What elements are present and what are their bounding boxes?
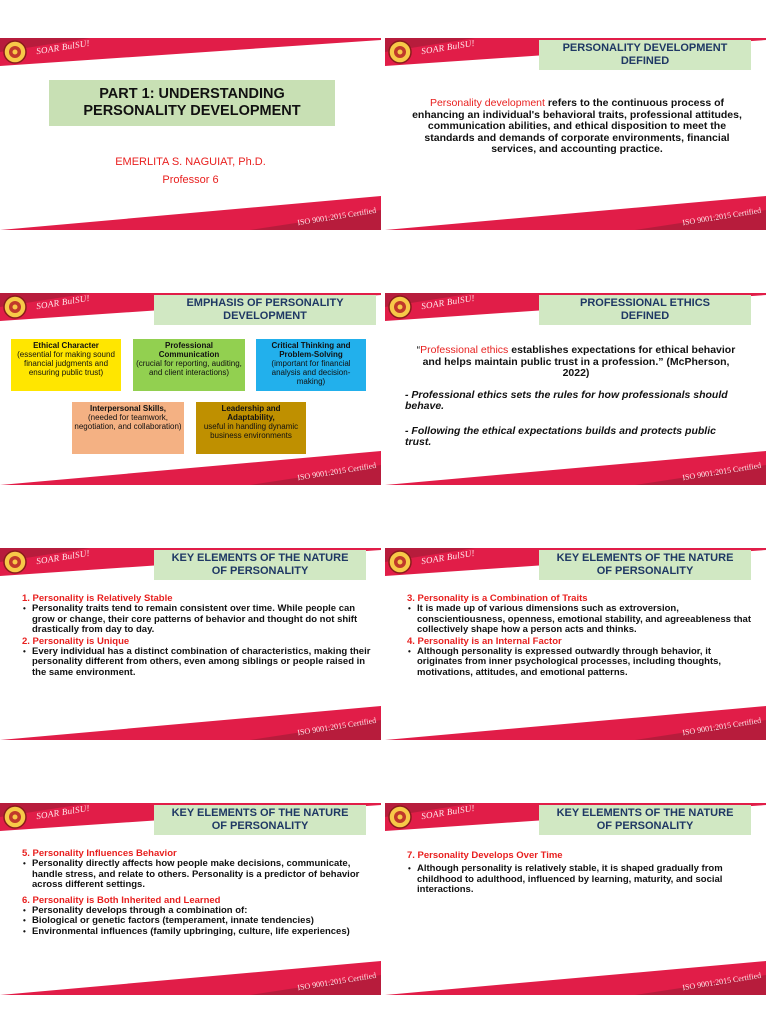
quote-paragraph — [411, 345, 741, 380]
university-logo-icon — [388, 805, 412, 829]
title-line-2: PERSONALITY DEVELOPMENT — [83, 103, 301, 119]
content-area — [407, 593, 757, 678]
brand-text: SOAR BulSU! — [35, 293, 91, 312]
point-2: - Following the ethical expectations builds and protects public trust. — [405, 425, 716, 448]
brand-text: SOAR BulSU! — [420, 548, 476, 567]
slide-title: PROFESSIONAL ETHICS DEFINED — [539, 295, 751, 325]
defined-term: Personality development — [429, 97, 545, 109]
list-item: • Personality traits tend to remain consistent over time. While people can grow or change, their core patterns of behavior and thought do not shift drastically from day to day. — [32, 604, 372, 636]
iso-label: ISO 9001:2015 Certified — [682, 970, 763, 993]
section-heading: 5. Personality Influences Behavior — [22, 848, 177, 859]
list-item: • Personality directly affects how people make decisions, communicate, handle stress, and relate to others. Personality is a predictor of behavior across different settings. — [32, 859, 372, 891]
title-line-1: PART 1: UNDERSTANDING — [99, 86, 285, 102]
slide-8 — [385, 803, 766, 995]
author-role: Professor 6 — [162, 174, 219, 186]
section-heading: 7. Personality Develops Over Time — [407, 850, 563, 861]
list-item: • Although personality is relatively stable, it is shaped gradually from childhood to adulthood, influenced by learning, maturity, and social interactions. — [417, 864, 757, 896]
author-name: EMERLITA S. NAGUIAT, Ph.D. — [115, 156, 266, 168]
definition-text: refers to the continuous process of enhancing an individual's behavioral traits, professional attitudes, communication abilities, and ethical disposition to meet the standards and demands of corporate environments, financial services, and accounting practice. — [412, 97, 742, 155]
emphasis-box-head: Interpersonal Skills, — [89, 404, 167, 413]
slide-4 — [385, 293, 766, 485]
list-item: • Personality develops through a combination of: — [32, 906, 372, 917]
brand-text: SOAR BulSU! — [420, 38, 476, 57]
slide-title: EMPHASIS OF PERSONALITY DEVELOPMENT — [154, 295, 376, 325]
emphasis-box-text: (needed for teamwork, negotiation, and collaboration) — [74, 413, 182, 431]
list-item: • Although personality is expressed outwardly through behavior, it originates from inner psychological processes, including thoughts, motivations, attitudes, and emotional patterns. — [417, 647, 757, 679]
section-heading: 2. Personality is Unique — [22, 635, 130, 647]
defined-term: Professional ethics — [420, 344, 509, 356]
emphasis-box-text: (important for financial analysis and decision-making) — [271, 359, 351, 386]
emphasis-box-ethical-character — [11, 339, 121, 391]
bullet-list — [407, 604, 757, 636]
emphasis-box-text: (essential for making sound financial judgments and ensuring public trust) — [17, 350, 115, 377]
iso-label: ISO 9001:2015 Certified — [297, 205, 378, 228]
emphasis-box-interpersonal-skills — [72, 402, 184, 454]
university-logo-icon — [3, 550, 27, 574]
emphasis-box-text: (crucial for reporting, auditing, and client interactions) — [136, 359, 242, 377]
slide-title — [49, 80, 335, 126]
iso-label: ISO 9001:2015 Certified — [682, 715, 763, 738]
slide-3 — [0, 293, 381, 485]
emphasis-box-head: Leadership and Adaptability, — [221, 404, 281, 422]
slide-title: KEY ELEMENTS OF THE NATURE OF PERSONALITY — [539, 550, 751, 580]
bullet-list — [22, 906, 372, 938]
list-item: • Every individual has a distinct combination of characteristics, making their personality different from others, even among siblings or people raised in the same environment. — [32, 647, 372, 679]
university-logo-icon — [3, 40, 27, 64]
list-item: • Biological or genetic factors (temperament, innate tendencies) — [32, 916, 372, 927]
definition-paragraph — [407, 98, 747, 156]
section-heading: 6. Personality is Both Inherited and Learned — [22, 894, 221, 906]
content-area — [22, 848, 372, 937]
emphasis-box-text: useful in handling dynamic business environments — [203, 422, 299, 440]
iso-label: ISO 9001:2015 Certified — [297, 715, 378, 738]
slide-5 — [0, 548, 381, 740]
iso-label: ISO 9001:2015 Certified — [297, 460, 378, 483]
brand-text: SOAR BulSU! — [35, 803, 91, 822]
slide-6 — [385, 548, 766, 740]
section-heading: 3. Personality is a Combination of Traits — [407, 593, 588, 604]
content-area — [407, 850, 757, 896]
university-logo-icon — [388, 295, 412, 319]
content-area — [22, 593, 372, 678]
slide-7 — [0, 803, 381, 995]
bullet-list — [407, 864, 757, 896]
university-logo-icon — [388, 550, 412, 574]
brand-text: SOAR BulSU! — [35, 548, 91, 567]
bullet-list — [22, 604, 372, 636]
list-item: • Environmental influences (family upbringing, culture, life experiences) — [32, 927, 372, 938]
slide-title: PERSONALITY DEVELOPMENT DEFINED — [539, 40, 751, 70]
quote-open: “ — [416, 344, 421, 356]
list-item: • It is made up of various dimensions such as extroversion, conscientiousness, openness, emotional stability, and agreeableness that collectively shape how a person acts and thinks. — [417, 604, 757, 636]
slide-1 — [0, 38, 381, 230]
emphasis-box-head: Professional Communication — [158, 341, 220, 359]
brand-text: SOAR BulSU! — [35, 38, 91, 57]
emphasis-box-head: Ethical Character — [33, 341, 99, 350]
university-logo-icon — [3, 295, 27, 319]
emphasis-box-professional-communication — [133, 339, 245, 391]
slide-title: KEY ELEMENTS OF THE NATURE OF PERSONALITY — [539, 805, 751, 835]
iso-label: ISO 9001:2015 Certified — [297, 970, 378, 993]
quote-text: establishes expectations for ethical behavior and helps maintain public trust in a profession.” (McPherson, 2022) — [422, 344, 736, 379]
brand-text: SOAR BulSU! — [420, 803, 476, 822]
slide-2 — [385, 38, 766, 230]
university-logo-icon — [388, 40, 412, 64]
university-logo-icon — [3, 805, 27, 829]
emphasis-box-head: Critical Thinking and Problem-Solving — [271, 341, 351, 359]
iso-label: ISO 9001:2015 Certified — [682, 460, 763, 483]
iso-label: ISO 9001:2015 Certified — [682, 205, 763, 228]
point-1: - Professional ethics sets the rules for how professionals should behave. — [405, 389, 728, 412]
slide-title: KEY ELEMENTS OF THE NATURE OF PERSONALITY — [154, 805, 366, 835]
emphasis-box-leadership — [196, 402, 306, 454]
emphasis-box-critical-thinking — [256, 339, 366, 391]
brand-text: SOAR BulSU! — [420, 293, 476, 312]
slide-title: KEY ELEMENTS OF THE NATURE OF PERSONALITY — [154, 550, 366, 580]
section-heading: 4. Personality is an Internal Factor — [407, 635, 562, 647]
bullet-list — [407, 647, 757, 679]
bullet-list — [22, 647, 372, 679]
section-heading: 1. Personality is Relatively Stable — [22, 593, 173, 604]
bullet-list — [22, 859, 372, 891]
